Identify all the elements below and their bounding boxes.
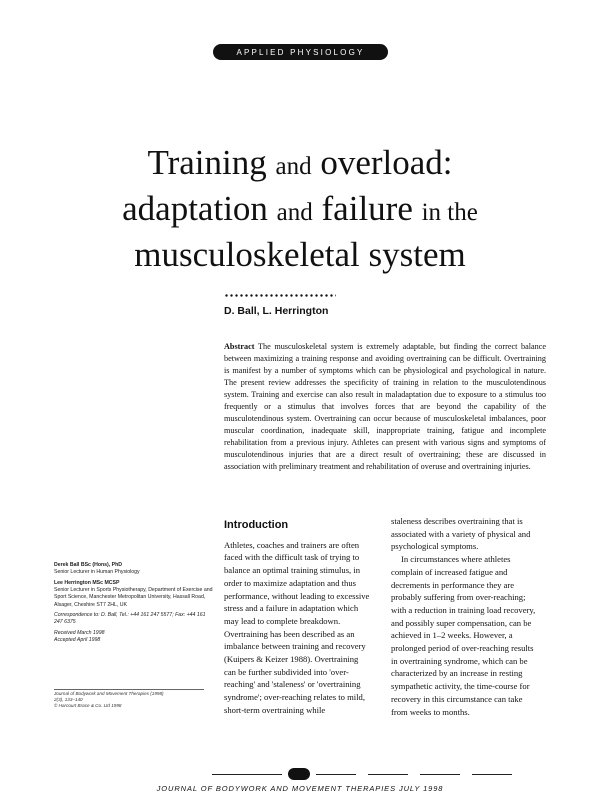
publication-copyright: © Harcourt Brace & Co. Ltd 1998	[54, 703, 122, 708]
author-byline: D. Ball, L. Herrington	[224, 305, 329, 317]
intro-paragraph-1: Athletes, coaches and trainers are often faced with the difficult task of trying to balance an optimal training stimulus, in order to maximize adaptation and thus performance, without leading to excessive stress and a failure in adaptation which may lead to complete breakdown. Overtraining has been described as an imbalance between training and recovery (Kuipers & Keizer 1988). Overtraining can be further subdivided into 'over-reaching' and 'staleness' or 'overtraining syndrome'; over-reaching relates to mild, short-term overtraining while	[224, 539, 370, 715]
section-label: APPLIED PHYSIOLOGY	[213, 44, 388, 60]
journal-logo-icon	[288, 768, 310, 780]
publication-volume: 2(3), 133–140	[54, 697, 83, 702]
abstract	[224, 341, 546, 474]
body-column-2	[391, 515, 541, 718]
publication-info	[54, 691, 214, 709]
abstract-lead: Abstract	[224, 342, 255, 351]
author2-affiliation: Senior Lecturer in Sports Physiotherapy, Department of Exercise and Sport Science, Manchester Metropolitan University, Hassall Road, Alsager, Cheshire ST7 2HL, UK	[54, 587, 213, 608]
title-line-1: Training and overload:	[147, 143, 453, 182]
intro-paragraph-2: staleness describes overtraining that is associated with a variety of physical and psychological symptoms.	[391, 516, 531, 552]
publication-rule	[54, 689, 204, 690]
footer-rule-right-3	[420, 774, 460, 775]
intro-paragraph-3: In circumstances where athletes complain of increased fatigue and decrements in performance they are probably suffering from over-reaching; with a reduction in training load recovery, and possibly super compensation, can be achieved in 1–2 weeks. However, a prolonged period of over-reaching results in overtraining syndrome, which can be characterized by an increase in resting sympathetic activity, the time-course for recovery in this circumstance can take from weeks to months.	[391, 554, 536, 717]
accepted-date: Accepted April 1998	[54, 637, 101, 644]
article-title	[0, 142, 600, 276]
author1-name: Derek Ball BSc (Hons), PhD	[54, 562, 123, 568]
correspondence: Correspondence to: D. Ball, Tel.: +44 161 247 5577; Fax: +44 161 247 6375	[54, 612, 206, 626]
footer-rule-right-1	[316, 774, 356, 775]
footer-rule-right-2	[368, 774, 408, 775]
author2-name: Lee Herrington MSc MCSP	[54, 579, 120, 586]
publication-journal: Journal of Bodywork and Movement Therapies (1998)	[54, 691, 164, 696]
footer-rule-right-4	[472, 774, 512, 775]
footer-rule-left	[212, 774, 282, 775]
author1-role: Senior Lecturer in Human Physiology	[54, 569, 140, 576]
section-heading: Introduction	[224, 519, 289, 531]
title-line-2: adaptation and failure in the	[122, 189, 478, 228]
body-column-1	[224, 519, 371, 717]
running-footer: JOURNAL OF BODYWORK AND MOVEMENT THERAPIES JULY 1998	[156, 784, 444, 793]
abstract-text: The musculoskeletal system is extremely adaptable, but finding the correct balance between maximizing a training response and avoiding overtraining can be difficult. Overtraining is manifest by a number of symptoms which can be physiological and psychological in nature. The present review addresses the specificity of training in relation to the musculotendinous system. Training and exercise can also result in maladaptation due to exposure to a stimulus too frequently or a stimulus that involves forces that are beyond the capability of the musculotendinous system. Overtraining can occur because of musculoskeletal imbalances, poor muscular coordination, inadequate skill, inappropriate training, fatigue and incomplete rehabilitation from a previous injury. Athletes can present with various signs and symptoms of musculotendinous injuries that are a direct result of overtraining; these are discussed in association with preliminary treatment and rehabilitation of overuse and overtraining injuries.	[224, 342, 547, 472]
author-info-sidebar	[54, 562, 214, 648]
title-line-3: musculoskeletal system	[134, 235, 466, 274]
dotted-rule	[224, 294, 336, 297]
received-date: Received March 1998	[54, 630, 105, 637]
